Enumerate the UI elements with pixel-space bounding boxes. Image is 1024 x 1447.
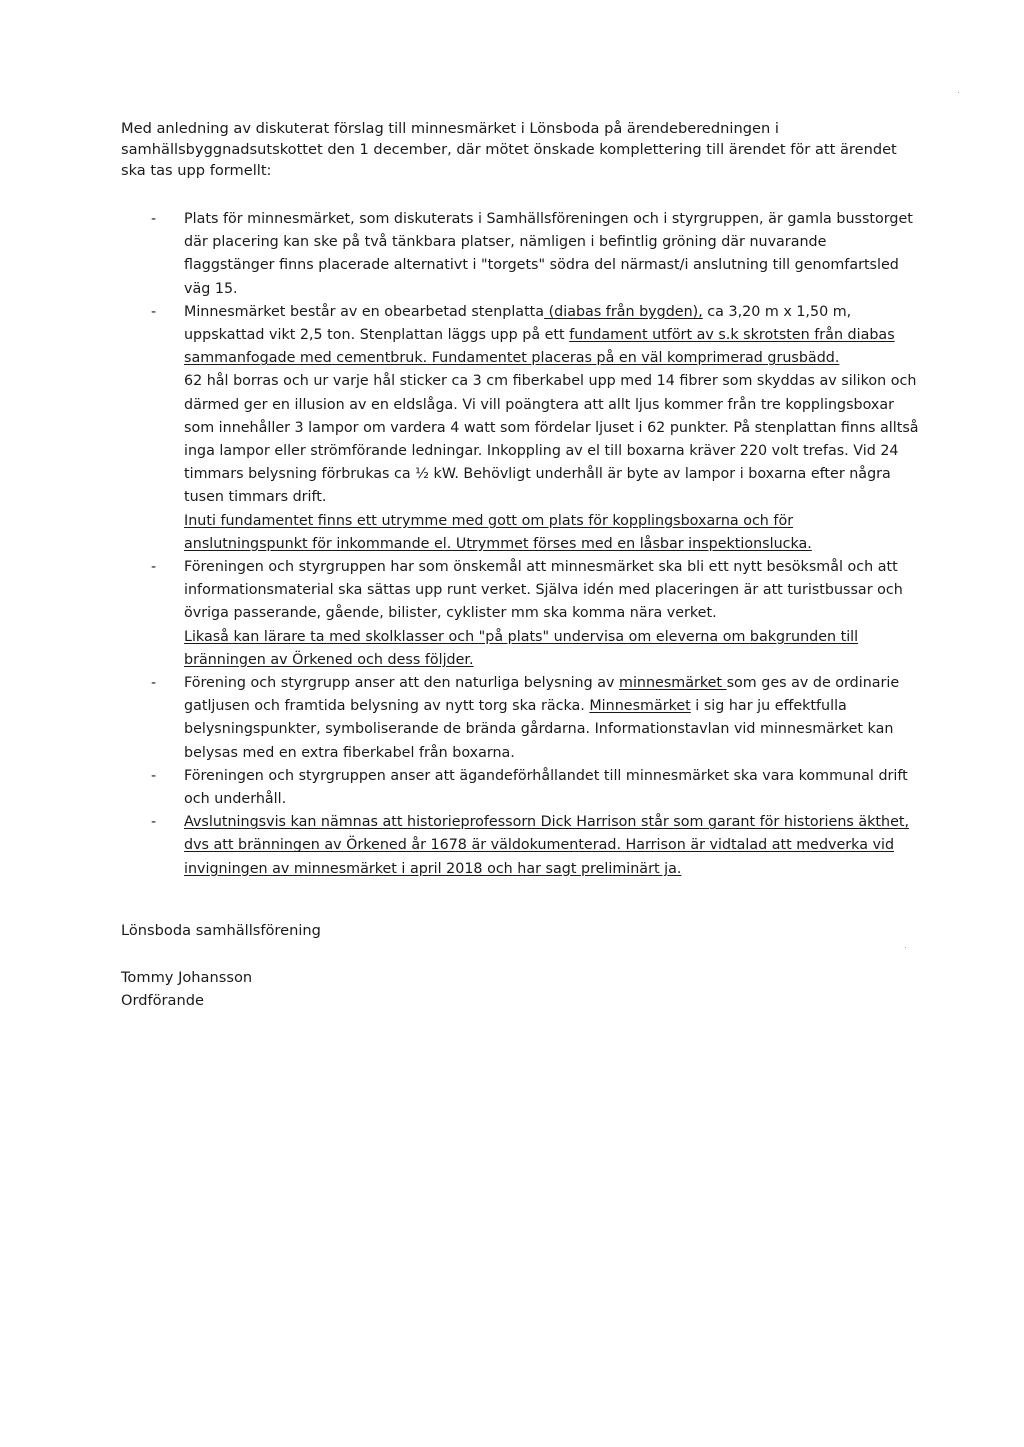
list-item — [120, 765, 920, 811]
list-item — [120, 301, 920, 556]
organization-name: Lönsboda samhällsförening — [121, 922, 321, 939]
item-2-text-d: fundament utfört av s.k skrotsten från diabas sammanfogade med cementbruk. Fundamentet placeras på en väl komprimerad grusbädd. — [184, 327, 895, 367]
item-4-text-d: Minnesmärket — [589, 698, 691, 715]
signer-title: Ordförande — [121, 992, 204, 1009]
item-2-paragraph-1 — [184, 301, 920, 371]
item-4-text-a: Förening och styrgrupp anser att den naturliga belysning av — [184, 675, 620, 692]
item-4-text-c: som ges av de ordinarie gatljusen och framtida belysning av nytt torg ska räcka. — [184, 675, 900, 715]
item-2-paragraph-3: Inuti fundamentet finns ett utrymme med gott om plats för kopplingsboxarna och för anslutningspunkt för inkommande el. Utrymmet förses med en låsbar inspektionslucka. — [184, 512, 812, 552]
item-6-text: Avslutningsvis kan nämnas att historieprofessorn Dick Harrison står som garant för historiens äkthet, dvs att bränningen av Örkened år 1678 är väldokumenterad. Harrison är vidtalad att medverka vid invigningen av minnesmärket i april 2018 och har sagt preliminärt ja. — [184, 814, 910, 877]
signer-name: Tommy Johansson — [121, 969, 253, 986]
item-2-paragraph-2: 62 hål borras och ur varje hål sticker ca 3 cm fiberkabel upp med 14 fibrer som skyddas av silikon och därmed ger en illusion av en eldslåga. Vi vill poängtera att allt ljus kommer från tre kopplingsboxar som innehåller 3 lampor om vardera 4 watt som fördelar ljuset i 62 punkter. På stenplattan finns alltså inga lampor eller strömförande ledningar. Inkoppling av el till boxarna kräver 220 volt trefas. Vid 24 timmars belysning förbrukas ca ½ kW. Behövligt underhåll är byte av lampor i boxarna efter några tusen timmars drift. — [184, 373, 919, 506]
bullet-dash: - — [151, 211, 157, 227]
list-item — [120, 672, 920, 765]
item-2-text-b: (diabas från bygden), — [544, 303, 703, 320]
item-3-paragraph-2: Likaså kan lärare ta med skolklasser och "på plats" undervisa om eleverna om bakgrunden till bränningen av Örkened och dess följder. — [184, 628, 859, 668]
bullet-dash: - — [151, 814, 157, 831]
bullet-dash: - — [151, 675, 157, 692]
item-4-text-e: i sig har ju effektfulla belysningspunkter, symboliserande de brända gårdarna. Informationstavlan vid minnesmärket kan belysas med en extra fiberkabel från boxarna. — [184, 698, 894, 761]
item-2-text-c: ca 3,20 m x 1,50 m, uppskattad vikt 2,5 ton. Stenplattan läggs upp på ett — [184, 303, 852, 344]
item-4-text-b: minnesmärket — [619, 675, 727, 692]
bullet-dash: - — [151, 303, 157, 320]
list-item — [120, 811, 920, 881]
bullet-dash: - — [151, 559, 157, 576]
scan-speck — [905, 947, 906, 948]
intro-paragraph: Med anledning av diskuterat förslag till minnesmärket i Lönsboda på ärendeberedningen i samhällsbyggnadsutskottet den 1 december, där mötet önskade komplettering till ärendet för att ärendet ska tas upp formellt: — [121, 120, 897, 179]
item-2-text-a: Minnesmärket består av en obearbetad stenplatta — [184, 303, 545, 320]
signature-block — [121, 966, 252, 1012]
list-item — [120, 556, 920, 672]
item-3-paragraph-1: Föreningen och styrgruppen har som önskemål att minnesmärket ska bli ett nytt besöksmål och att informationsmaterial ska sättas upp runt verket. Själva idén med placeringen är att turistbussar och övriga passerande, gående, bilister, cyklister mm ska komma nära verket. — [184, 559, 903, 622]
item-5-text: Föreningen och styrgruppen anser att ägandeförhållandet till minnesmärket ska vara kommunal drift och underhåll. — [184, 767, 908, 808]
bullet-dash: - — [151, 767, 157, 784]
scan-speck — [958, 92, 959, 93]
item-1-text: Plats för minnesmärket, som diskuterats i Samhällsföreningen och i styrgruppen, är gamla busstorget där placering kan ske på två tänkbara platser, nämligen i befintlig gröning där nuvarande flaggstänger finns placerade alternativt i "torgets" södra del närmast/i anslutning till genomfartsled väg 15. — [184, 211, 913, 297]
list-item — [120, 208, 920, 301]
bullet-list — [120, 208, 920, 881]
item-4-paragraph-1 — [184, 672, 920, 765]
